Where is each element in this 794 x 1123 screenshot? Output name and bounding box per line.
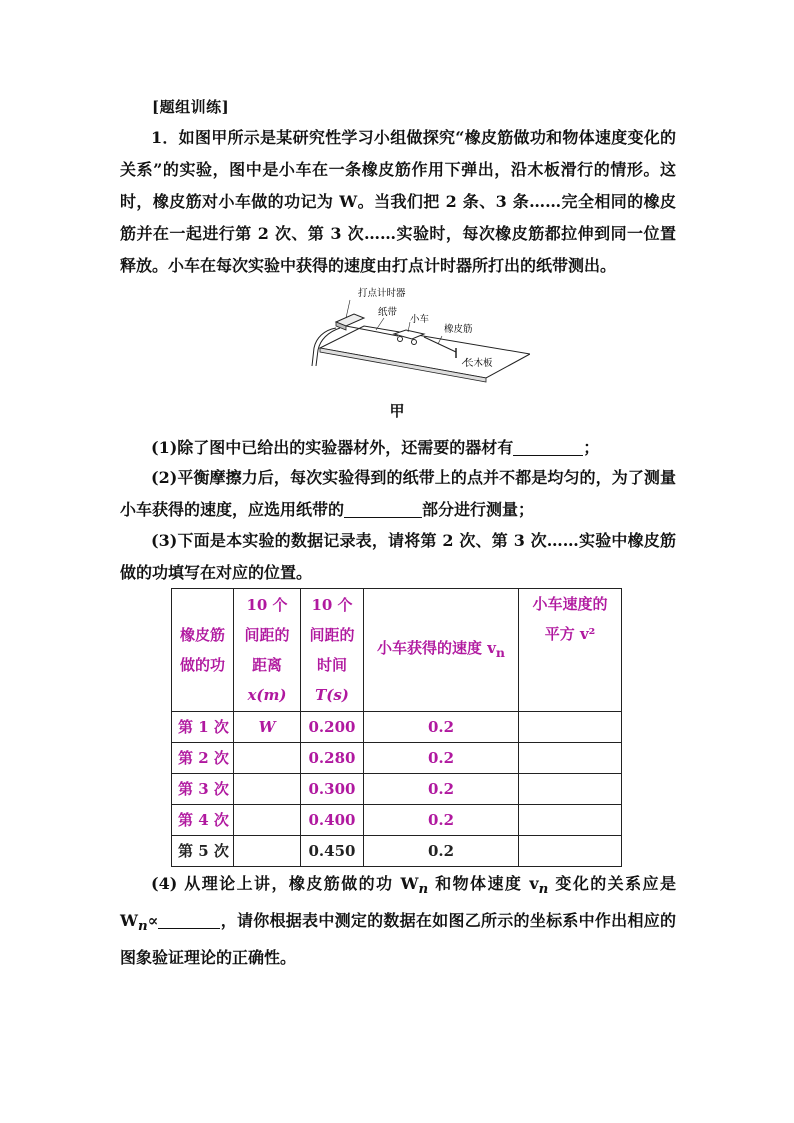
table-row: 第 4 次 0.400 0.2 [172, 805, 622, 836]
experiment-figure [306, 282, 530, 388]
section-heading: [题组训练] [152, 98, 230, 116]
speed-squared-cell[interactable] [519, 743, 622, 774]
table-header-row [172, 589, 622, 712]
speed-squared-cell[interactable] [519, 805, 622, 836]
header-speed-squared: 小车速度的 平方 v² [519, 589, 622, 712]
table-row: 第 2 次 0.280 0.2 [172, 743, 622, 774]
answer-blank-4[interactable] [158, 910, 220, 929]
answer-blank-2[interactable] [344, 499, 422, 518]
table-row: 第 1 次 W 0.200 0.2 [172, 712, 622, 743]
data-record-table [171, 588, 622, 867]
speed-squared-cell[interactable] [519, 836, 622, 867]
work-cell[interactable]: W [234, 712, 301, 743]
header-time: 10 个 间距的 时间 T(s) [301, 589, 364, 712]
speed-squared-cell[interactable] [519, 712, 622, 743]
label-tape: 纸带 [378, 307, 398, 318]
speed-squared-cell[interactable] [519, 774, 622, 805]
question-4: (4) 从理论上讲，橡皮筋做的功 $W_n$ 和物体速度 $v_n$ 变化的关系应是 $W_n\propto$ ，请你根据表中测定的数据在如图乙所示的坐标系中作出相应的图象验证理论的正确性。 [120, 874, 676, 968]
work-cell[interactable] [234, 836, 301, 867]
question-3: (3)下面是本实验的数据记录表，请将第 2 次、第 3 次……实验中橡皮筋做的功填写在对应的位置。 [120, 531, 676, 582]
header-distance: 10 个 间距的 距离 x(m) [234, 589, 301, 712]
table-row: 第 3 次 0.300 0.2 [172, 774, 622, 805]
table-row: 第 5 次 0.450 0.2 [172, 836, 622, 867]
label-board: 长木板 [464, 358, 493, 369]
work-cell[interactable] [234, 805, 301, 836]
answer-blank-1[interactable] [513, 437, 583, 456]
question-2: (2)平衡摩擦力后，每次实验得到的纸带上的点并不都是均匀的，为了测量小车获得的速度，应选用纸带的 部分进行测量； [120, 468, 676, 519]
figure-caption: 甲 [389, 402, 405, 420]
label-timer: 打点计时器 [358, 288, 406, 299]
header-work: 橡皮筋 做的功 [172, 589, 234, 712]
label-rubber: 橡皮筋 [444, 324, 473, 335]
problem-intro: 1．如图甲所示是某研究性学习小组做探究“橡皮筋做功和物体速度变化的关系”的实验，图中是小车在一条橡皮筋作用下弹出，沿木板滑行的情形。这时，橡皮筋对小车做的功记为 W。当我们把 2 条、3 条……完全相同的橡皮筋并在一起进行第 2 次、第 3 次……实验时，每次橡皮筋都拉伸到同一位置释放。小车在每次实验中获得的速度由打点计时器所打出的纸带测出。 [120, 128, 676, 275]
header-speed: 小车获得的速度 $v_n$ [364, 589, 519, 712]
question-1: (1)除了图中已给出的实验器材外，还需要的器材有 ； [151, 438, 600, 457]
label-cart: 小车 [410, 314, 430, 325]
work-cell[interactable] [234, 743, 301, 774]
work-cell[interactable] [234, 774, 301, 805]
